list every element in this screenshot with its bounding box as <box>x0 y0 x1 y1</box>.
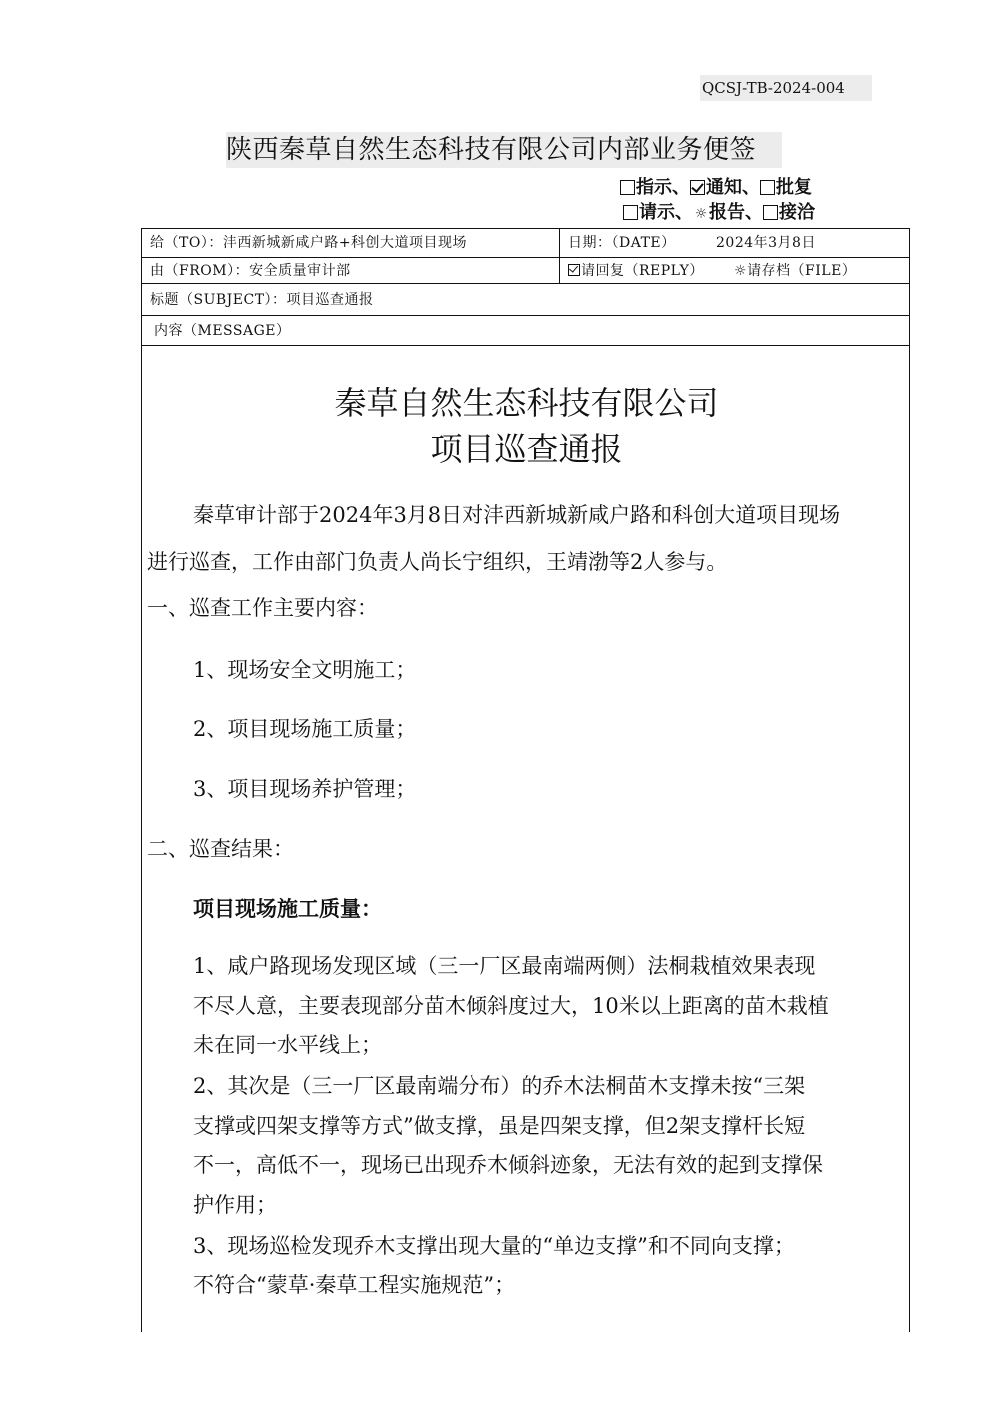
type-label: 批复 <box>776 177 812 198</box>
checkbox-icon[interactable] <box>760 180 775 195</box>
checked-checkbox-icon[interactable] <box>568 264 580 276</box>
reply-label: 请回复（REPLY） <box>581 263 704 279</box>
result-line: 1、咸户路现场发现区域（三一厂区最南端两侧）法桐栽植效果表现 <box>193 954 816 978</box>
memo-type-row-2 <box>623 201 815 225</box>
memo-type-row-1 <box>620 176 812 200</box>
date-value: 2024年3月8日 <box>716 235 816 251</box>
list-item: 2、项目现场施工质量； <box>193 717 417 741</box>
result-line: 不符合“蒙草·秦草工程实施规范”； <box>193 1273 516 1297</box>
checkbox-icon[interactable] <box>763 205 778 220</box>
result-line: 支撑或四架支撑等方式”做支撑，虽是四架支撑，但2架支撑杆长短 <box>193 1114 806 1138</box>
result-line: 3、现场巡检发现乔木支撑出现大量的“单边支撑”和不同向支撑； <box>193 1234 795 1258</box>
type-label: 指示、 <box>636 177 690 198</box>
intro-line: 进行巡查，工作由部门负责人尚长宁组织，王靖渤等2人参与。 <box>147 550 728 574</box>
header-row-message <box>142 316 909 346</box>
result-line: 未在同一水平线上； <box>193 1033 382 1057</box>
to-field: 给（TO）：沣西新城新咸户路+科创大道项目现场 <box>150 235 468 251</box>
result-line: 不一，高低不一，现场已出现乔木倾斜迹象，无法有效的起到支撑保 <box>193 1153 823 1177</box>
intro-line: 秦草审计部于2024年3月8日对沣西新城新咸户路和科创大道项目现场 <box>193 503 841 527</box>
subject-field: 标题（SUBJECT）：项目巡查通报 <box>150 292 374 308</box>
sun-symbol-icon: ☼ <box>734 263 748 279</box>
list-item: 1、现场安全文明施工； <box>193 658 417 682</box>
section-heading: 一、巡查工作主要内容： <box>147 596 378 620</box>
header-divider <box>559 229 560 284</box>
report-title: 项目巡查通报 <box>430 430 623 468</box>
checkbox-icon[interactable] <box>620 180 635 195</box>
date-label: 日期：（DATE） <box>568 235 676 251</box>
from-field: 由（FROM）：安全质量审计部 <box>150 263 351 279</box>
company-title: 陕西秦草自然生态科技有限公司内部业务便签 <box>226 132 782 168</box>
file-label: 请存档（FILE） <box>747 263 857 279</box>
message-label: 内容（MESSAGE） <box>154 323 291 339</box>
section-heading: 二、巡查结果： <box>147 837 294 861</box>
type-label: 报告、 <box>709 202 763 223</box>
type-label: 请示、 <box>639 202 693 223</box>
type-label: 接洽 <box>779 202 815 223</box>
subheading: 项目现场施工质量： <box>193 897 382 921</box>
reply-option <box>568 261 704 281</box>
sun-symbol-icon: ☼ <box>694 206 708 222</box>
memo-frame <box>141 228 910 1332</box>
type-label: 通知、 <box>706 177 760 198</box>
result-line: 2、其次是（三一厂区最南端分布）的乔木法桐苗木支撑未按“三架 <box>193 1074 806 1098</box>
result-line: 不尽人意，主要表现部分苗木倾斜度过大，10米以上距离的苗木栽植 <box>193 994 829 1018</box>
header-row-subject <box>142 284 909 316</box>
report-title-company: 秦草自然生态科技有限公司 <box>334 384 719 422</box>
header-row-from <box>142 258 909 284</box>
header-row-to <box>142 229 909 258</box>
checked-checkbox-icon[interactable] <box>690 180 705 195</box>
checkbox-icon[interactable] <box>623 205 638 220</box>
list-item: 3、项目现场养护管理； <box>193 777 417 801</box>
document-code: QCSJ-TB-2024-004 <box>700 75 872 101</box>
file-option <box>734 261 856 281</box>
result-line: 护作用； <box>193 1193 277 1217</box>
